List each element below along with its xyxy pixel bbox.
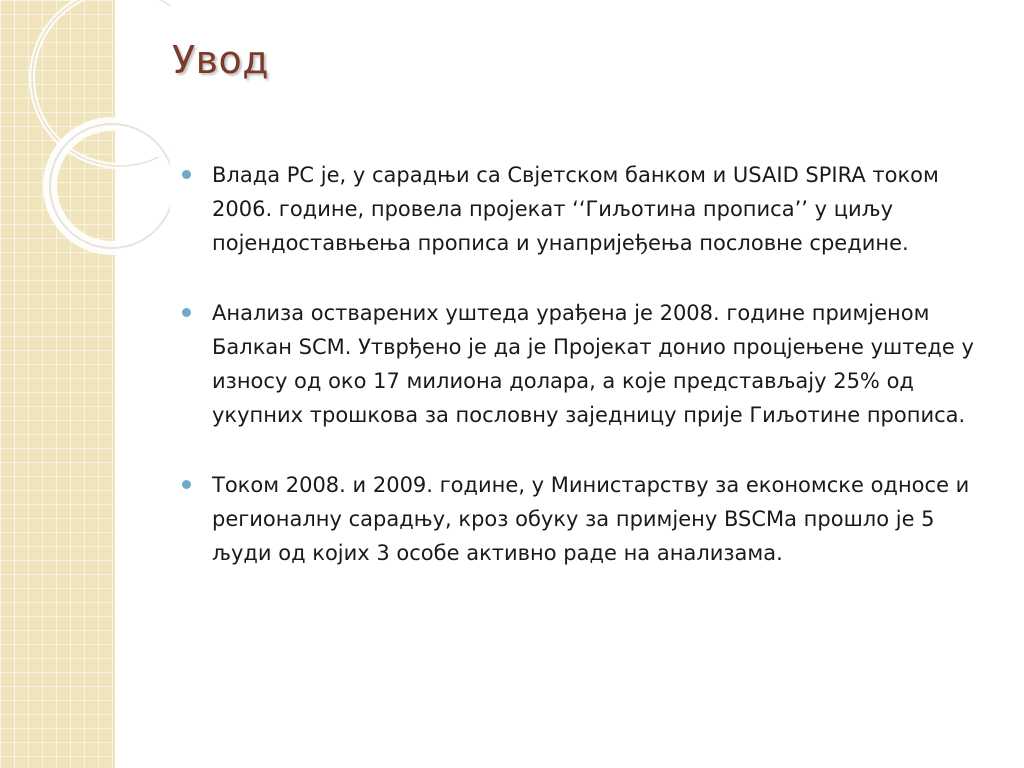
bullet-marker-icon [182,308,191,317]
bullet-marker-icon [182,170,191,179]
bullet-text: Влада РС је, у сарадњи са Свјетском банком и USAID SPIRA током 2006. године, провела пројекат ‘‘Гиљотина прописа’’ у циљу појендоставњења прописа и унапријеђења пословне средине. [212,163,939,255]
decorative-circles [0,0,170,260]
bullet-text: Анализа остварених уштеда урађена је 2008. године примјеном Балкан SCM. Утврђено је да је Пројекат донио процјењене уштеде у износу од око 17 милиона долара, а које представљају 25% од укупних трошкова за пословну заједницу прије Гиљотине прописа. [212,301,974,427]
bullet-text: Током 2008. и 2009. године, у Министарству за економске односе и регионалну сарадњу, кроз обуку за примјену BSCMа прошло је 5 људи од којих 3 особе активно раде на анализама. [212,473,970,565]
bullet-item-2 [182,296,992,432]
bullet-item-1 [182,158,992,260]
bullet-marker-icon [182,480,191,489]
bullet-list [182,158,992,570]
bullet-item-3 [182,468,992,570]
slide-title: Увод [172,38,270,82]
